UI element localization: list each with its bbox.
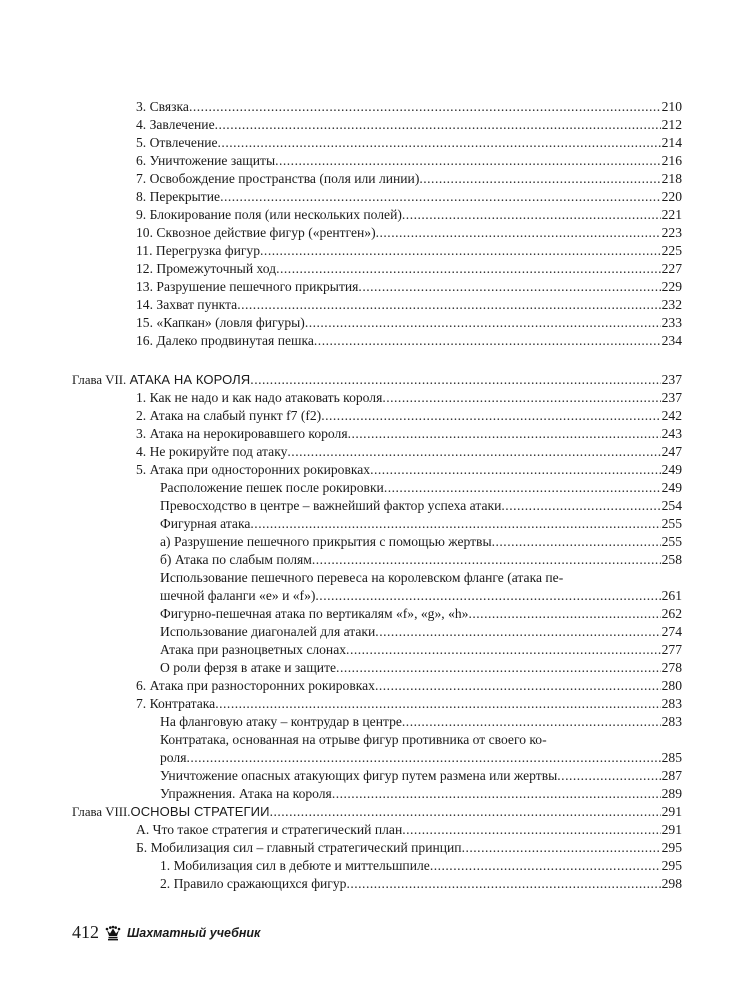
page-number: 295 [661,840,682,855]
toc-entry[interactable] [0,713,750,731]
entry-text-line2: роля [160,750,187,765]
leader-dots [332,785,661,803]
toc-entry[interactable] [0,785,750,803]
page-number: 278 [661,660,682,675]
entry-text: 16. Далеко продвинутая пешка [136,333,314,348]
entry-text: Уничтожение опасных атакующих фигур путем размена или жертвы [160,768,558,783]
leader-dots [492,533,661,551]
toc-entry[interactable] [0,224,750,242]
toc-section-counterattack [0,713,750,731]
entry-text: 14. Захват пункта [136,297,238,312]
toc-section-strategy [0,821,750,857]
page-number: 220 [661,189,682,204]
entry-text: Фигурно-пешечная атака по вертикалям «f», «g», «h» [160,606,469,621]
leader-dots [314,332,661,350]
toc-section-attack-sections-2 [0,677,750,713]
entry-text: б) Атака по слабым полям [160,552,312,567]
leader-dots [321,407,660,425]
leader-dots [468,605,660,623]
leader-dots [218,134,661,152]
leader-dots [186,749,660,767]
page-number: 234 [661,333,682,348]
toc-entry[interactable] [0,425,750,443]
toc-entry[interactable] [0,677,750,695]
page-number: 254 [661,498,682,513]
toc-entry-multiline[interactable] [0,569,750,605]
leader-dots [275,152,661,170]
page-number: 237 [661,372,682,387]
toc-entry[interactable] [0,821,750,839]
toc-entry[interactable] [0,152,750,170]
entry-text: 5. Отвлечение [136,135,218,150]
page-number: 212 [661,117,682,132]
leader-dots [382,389,660,407]
toc-entry[interactable] [0,515,750,533]
page-number: 232 [661,297,682,312]
toc-entry[interactable] [0,116,750,134]
toc-section-attack-sections [0,389,750,479]
entry-text: 15. «Капкан» (ловля фигуры) [136,315,305,330]
table-of-contents [0,98,750,893]
page-number: 242 [661,408,682,423]
page-number: 243 [661,426,682,441]
leader-dots [430,857,661,875]
chapter-title: АТАКА НА КОРОЛЯ [129,372,251,387]
entry-text: а) Разрушение пешечного прикрытия с помощью жертвы [160,534,492,549]
entry-text: 5. Атака при односторонних рокировках [136,462,371,477]
page-number: 258 [661,552,682,567]
entry-text: 3. Связка [136,99,189,114]
page-number: 255 [661,534,682,549]
toc-entry[interactable] [0,389,750,407]
toc-entry[interactable] [0,188,750,206]
entry-text: Расположение пешек после рокировки [160,480,384,495]
page-number: 218 [661,171,682,186]
page-number: 237 [661,390,682,405]
page-number: 214 [661,135,682,150]
toc-entry[interactable] [0,479,750,497]
leader-dots [462,839,661,857]
leader-dots [375,677,661,695]
toc-entry[interactable] [0,857,750,875]
page-number: 221 [661,207,682,222]
entry-text: 2. Атака на слабый пункт f7 (f2) [136,408,322,423]
entry-text: А. Что такое стратегия и стратегический план [136,822,403,837]
toc-section-counterattack-2 [0,767,750,803]
entry-text: 4. Не рокируйте под атаку [136,444,288,459]
toc-entry[interactable] [0,839,750,857]
entry-text: 12. Промежуточный ход [136,261,277,276]
leader-dots [250,515,660,533]
toc-section-strategy-sub [0,857,750,893]
toc-entry[interactable] [0,206,750,224]
toc-entry[interactable] [0,260,750,278]
toc-chapter-8[interactable] [0,803,750,821]
toc-entry[interactable] [0,134,750,152]
entry-text: Упражнения. Атака на короля [160,786,332,801]
leader-dots [312,551,661,569]
leader-dots [270,803,661,821]
toc-entry[interactable] [0,242,750,260]
entry-text: 7. Контратака [136,696,216,711]
chapter-label: Глава VII. [72,373,127,387]
toc-section-attack-subsections-2 [0,605,750,677]
leader-dots [346,641,661,659]
toc-entry[interactable] [0,695,750,713]
leader-dots [375,623,660,641]
toc-entry[interactable] [0,314,750,332]
footer-book-title: Шахматный учебник [127,925,261,940]
toc-entry[interactable] [0,461,750,479]
page-number: 223 [661,225,682,240]
page-number: 295 [661,858,682,873]
page-number: 210 [661,99,682,114]
page-number: 285 [661,750,682,765]
leader-dots [358,278,660,296]
leader-dots [250,371,660,389]
entry-text: 6. Атака при разносторонних рокировках [136,678,375,693]
toc-entry[interactable] [0,659,750,677]
leader-dots [287,443,660,461]
toc-entry[interactable] [0,605,750,623]
entry-text: 4. Завлечение [136,117,215,132]
leader-dots [348,425,661,443]
toc-entry[interactable] [0,296,750,314]
leader-dots [260,242,661,260]
entry-text: 13. Разрушение пешечного прикрытия [136,279,359,294]
leader-dots [384,479,661,497]
toc-entry[interactable] [0,767,750,785]
toc-entry[interactable] [0,98,750,116]
entry-text: О роли ферзя в атаке и защите [160,660,337,675]
page-number: 274 [661,624,682,639]
page-number: 298 [661,876,682,891]
entry-text: 10. Сквозное действие фигур («рентген») [136,225,376,240]
toc-entry[interactable] [0,332,750,350]
leader-dots [402,206,661,224]
leader-dots [215,695,660,713]
page-number: 283 [661,714,682,729]
entry-text: 8. Перекрытие [136,189,221,204]
leader-dots [189,98,661,116]
toc-entry[interactable] [0,623,750,641]
page-number: 289 [661,786,682,801]
entry-text: 7. Освобождение пространства (поля или линии) [136,171,420,186]
entry-text: 6. Уничтожение защиты [136,153,276,168]
toc-entry[interactable] [0,641,750,659]
toc-entry[interactable] [0,407,750,425]
entry-text: Использование диагоналей для атаки [160,624,376,639]
toc-entry[interactable] [0,533,750,551]
chapter-title: ОСНОВЫ СТРАТЕГИИ [130,804,270,819]
page-number: 247 [661,444,682,459]
page-number: 255 [661,516,682,531]
page-number: 283 [661,696,682,711]
entry-text: Б. Мобилизация сил – главный стратегический принцип [136,840,462,855]
entry-text: 9. Блокирование поля (или нескольких полей) [136,207,402,222]
leader-dots [346,875,660,893]
leader-dots [237,296,660,314]
entry-text: 1. Как не надо и как надо атаковать короля [136,390,383,405]
page-number: 277 [661,642,682,657]
leader-dots [402,821,660,839]
entry-text: На фланговую атаку – контрудар в центре [160,714,402,729]
entry-text: 3. Атака на нерокировавшего короля [136,426,348,441]
leader-dots [376,224,661,242]
leader-dots [336,659,661,677]
entry-text: Фигурная атака [160,516,251,531]
chapter-label: Глава VIII. [72,805,131,819]
leader-dots [370,461,661,479]
page-number: 225 [661,243,682,258]
toc-chapter-7[interactable] [0,371,750,389]
toc-entry[interactable] [0,551,750,569]
entry-text: 11. Перегрузка фигур [136,243,261,258]
entry-text: 2. Правило сражающихся фигур [160,876,347,891]
page-number: 229 [661,279,682,294]
leader-dots [419,170,660,188]
toc-entry[interactable] [0,278,750,296]
toc-entry-multiline[interactable] [0,731,750,767]
leader-dots [557,767,660,785]
leader-dots [215,116,661,134]
leader-dots [315,587,660,605]
page-footer [72,922,260,943]
page-number: 287 [661,768,682,783]
page-number: 291 [661,822,682,837]
leader-dots [220,188,661,206]
page-number: 233 [661,315,682,330]
page-number: 291 [661,804,682,819]
toc-entry[interactable] [0,875,750,893]
page-number: 227 [661,261,682,276]
footer-page-number: 412 [72,922,99,942]
entry-text: 1. Мобилизация сил в дебюте и миттельшпиле [160,858,430,873]
toc-entry[interactable] [0,497,750,515]
toc-entry[interactable] [0,443,750,461]
toc-section-tactics [0,98,750,350]
entry-text-line2: шечной фаланги «e» и «f») [160,588,316,603]
page-number: 280 [661,678,682,693]
page-number: 249 [661,462,682,477]
entry-text-line1: Использование пешечного перевеса на королевском фланге (атака пе- [160,570,564,585]
leader-dots [402,713,661,731]
leader-dots [501,497,660,515]
leader-dots [305,314,661,332]
entry-text: Превосходство в центре – важнейший фактор успеха атаки [160,498,502,513]
toc-entry[interactable] [0,170,750,188]
page-number: 261 [661,588,682,603]
chess-queen-icon [105,925,121,941]
toc-section-attack-subsections [0,479,750,569]
page-number: 262 [661,606,682,621]
leader-dots [276,260,661,278]
entry-text: Атака при разноцветных слонах [160,642,347,657]
page-number: 249 [661,480,682,495]
entry-text-line1: Контратака, основанная на отрыве фигур противника от своего ко- [160,732,547,747]
page-number: 216 [661,153,682,168]
